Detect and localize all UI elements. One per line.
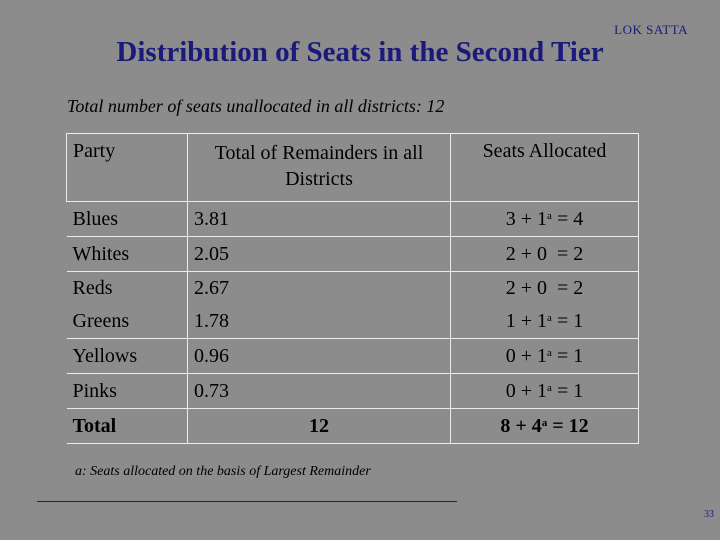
header-party: Party xyxy=(67,134,188,202)
remainder-value: 3.81 xyxy=(188,202,451,237)
seats-allocated: 0 + 1$^a$ = 1 xyxy=(451,374,639,409)
table-row xyxy=(67,374,639,409)
table-row xyxy=(67,272,639,306)
slide-title: Distribution of Seats in the Second Tier xyxy=(116,36,604,68)
party-name: Greens xyxy=(67,305,188,339)
footnote-marker: a xyxy=(547,347,552,359)
table-total-row xyxy=(67,409,639,444)
table-row xyxy=(67,339,639,374)
footnote-marker: a xyxy=(541,417,548,429)
total-seats-allocated: 8 + 4$^a$ = 12 xyxy=(451,409,639,444)
slide-subtitle: Total number of seats unallocated in all districts: 12 xyxy=(67,96,445,116)
total-remainder: 12 xyxy=(188,409,451,444)
party-name: Blues xyxy=(67,202,188,237)
remainder-value: 0.73 xyxy=(188,374,451,409)
header-seats-allocated: Seats Allocated xyxy=(451,134,639,202)
table-row xyxy=(67,202,639,237)
party-name: Pinks xyxy=(67,374,188,409)
party-name: Reds xyxy=(67,272,188,306)
seats-allocated: 1 + 1$^a$ = 1 xyxy=(451,305,639,339)
remainder-value: 1.78 xyxy=(188,305,451,339)
seat-distribution-table xyxy=(66,133,639,444)
brand-label: LOK SATTA xyxy=(614,22,688,37)
footer-divider xyxy=(37,501,457,502)
remainder-value: 0.96 xyxy=(188,339,451,374)
seats-allocated: 3 + 1$^a$ = 4 xyxy=(451,202,639,237)
table-row xyxy=(67,237,639,272)
party-name: Whites xyxy=(67,237,188,272)
table-footnote: a: Seats allocated on the basis of Largest Remainder xyxy=(75,464,371,479)
header-remainders: Total of Remainders in all Districts xyxy=(188,134,451,202)
footnote-marker: a xyxy=(547,312,552,324)
seats-allocated: 2 + 0 = 2 xyxy=(451,272,639,306)
footnote-marker: a xyxy=(547,210,552,222)
remainder-value: 2.67 xyxy=(188,272,451,306)
seats-allocated: 2 + 0 = 2 xyxy=(451,237,639,272)
page-number: 33 xyxy=(704,509,714,520)
table-row xyxy=(67,305,639,339)
party-name: Yellows xyxy=(67,339,188,374)
table-header-row xyxy=(67,134,639,202)
remainder-value: 2.05 xyxy=(188,237,451,272)
total-label: Total xyxy=(67,409,188,444)
footnote-marker: a xyxy=(547,382,552,394)
seats-allocated: 0 + 1$^a$ = 1 xyxy=(451,339,639,374)
